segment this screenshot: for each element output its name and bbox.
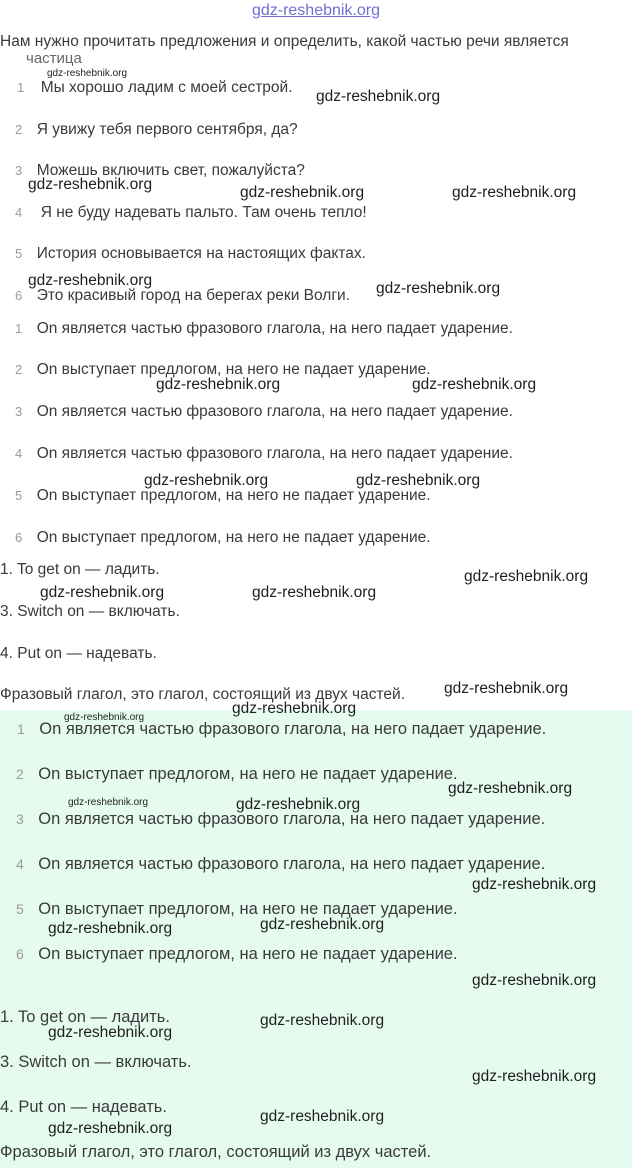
watermark: gdz-reshebnik.org: [444, 680, 569, 697]
item-number: 2: [15, 122, 23, 137]
item-number: 6: [15, 288, 23, 303]
watermark: gdz-reshebnik.org: [64, 712, 145, 723]
item-number: 1: [17, 80, 25, 95]
intro-cut-line: частица: [26, 50, 82, 67]
item-number: 5: [15, 246, 23, 261]
sentence-text: Можешь включить свет, пожалуйста?: [36, 162, 305, 179]
item-number: 5: [15, 488, 23, 503]
item-number: 4: [15, 205, 23, 220]
watermark: gdz-reshebnik.org: [68, 797, 149, 808]
watermark: gdz-reshebnik.org: [356, 472, 481, 489]
watermark: gdz-reshebnik.org: [40, 584, 165, 601]
watermark: gdz-reshebnik.org: [28, 176, 153, 193]
phrasal-line: 3. Switch on — включать.: [0, 603, 180, 620]
phrasal-line: 4. Put on — надевать.: [0, 1098, 167, 1116]
sentence-item: [15, 204, 367, 222]
watermark: gdz-reshebnik.org: [464, 568, 589, 585]
watermark: gdz-reshebnik.org: [472, 1068, 597, 1085]
sentence-item: [17, 79, 293, 97]
answer-text: On выступает предлогом, на него не падает ударение.: [36, 487, 431, 504]
answer-text: On выступает предлогом, на него не падает ударение.: [38, 765, 458, 783]
item-number: 1: [17, 721, 25, 737]
watermark: gdz-reshebnik.org: [232, 700, 357, 717]
watermark: gdz-reshebnik.org: [48, 920, 173, 937]
phrasal-line: 4. Put on — надевать.: [0, 645, 157, 662]
definition-text: Фразовый глагол, это глагол, состоящий из двух частей.: [0, 1143, 432, 1161]
watermark: gdz-reshebnik.org: [376, 280, 501, 297]
watermark: gdz-reshebnik.org: [240, 184, 365, 201]
site-link[interactable]: gdz-reshebnik.org: [251, 2, 381, 19]
answer-text: On является частью фразового глагола, на него падает ударение.: [38, 810, 546, 828]
answer-text: On выступает предлогом, на него не падает ударение.: [36, 529, 431, 546]
watermark: gdz-reshebnik.org: [28, 272, 153, 289]
answer-item: [15, 403, 513, 421]
definition-text: Фразовый глагол, это глагол, состоящий из двух частей.: [0, 686, 405, 703]
watermark: gdz-reshebnik.org: [48, 1024, 173, 1041]
watermark: gdz-reshebnik.org: [252, 584, 377, 601]
item-number: 4: [16, 856, 24, 872]
answer-text: On является частью фразового глагола, на него падает ударение.: [39, 720, 547, 738]
answer-item: [15, 445, 513, 463]
sentence-text: Я увижу тебя первого сентября, да?: [36, 121, 298, 138]
item-number: 4: [15, 446, 23, 461]
answer-item: [16, 945, 458, 964]
answer-text: On выступает предлогом, на него не падает ударение.: [38, 900, 458, 918]
phrasal-line: 3. Switch on — включать.: [0, 1053, 192, 1071]
intro-text: Нам нужно прочитать предложения и определить, какой частью речи является: [0, 33, 569, 50]
answer-item: [16, 900, 458, 919]
answer-text: On является частью фразового глагола, на него падает ударение.: [36, 320, 513, 337]
answer-text: On является частью фразового глагола, на него падает ударение.: [36, 445, 513, 462]
watermark: gdz-reshebnik.org: [448, 780, 573, 797]
watermark: gdz-reshebnik.org: [260, 1012, 385, 1029]
item-number: 2: [16, 766, 24, 782]
watermark: gdz-reshebnik.org: [144, 472, 269, 489]
watermark: gdz-reshebnik.org: [156, 376, 281, 393]
item-number: 6: [16, 946, 24, 962]
watermark: gdz-reshebnik.org: [236, 796, 361, 813]
answer-item: [15, 529, 431, 547]
item-number: 2: [15, 362, 23, 377]
sentence-text: Это красивый город на берегах реки Волги.: [36, 287, 350, 304]
phrasal-line: 1. To get on — ладить.: [0, 1008, 170, 1026]
item-number: 1: [15, 321, 23, 336]
answer-text: On является частью фразового глагола, на него падает ударение.: [38, 855, 546, 873]
item-number: 6: [15, 530, 23, 545]
watermark: gdz-reshebnik.org: [452, 184, 577, 201]
item-number: 3: [16, 811, 24, 827]
watermark: gdz-reshebnik.org: [260, 1108, 385, 1125]
answer-text: On является частью фразового глагола, на него падает ударение.: [36, 403, 513, 420]
watermark: gdz-reshebnik.org: [48, 1120, 173, 1137]
watermark: gdz-reshebnik.org: [472, 876, 597, 893]
watermark: gdz-reshebnik.org: [260, 916, 385, 933]
answer-item: [15, 320, 513, 338]
watermark: gdz-reshebnik.org: [47, 68, 128, 79]
watermark: gdz-reshebnik.org: [472, 972, 597, 989]
answer-text: On выступает предлогом, на него не падает ударение.: [36, 361, 431, 378]
answer-text: On выступает предлогом, на него не падает ударение.: [38, 945, 458, 963]
item-number: 3: [15, 163, 23, 178]
sentence-text: История основывается на настоящих фактах.: [36, 245, 366, 262]
phrasal-line: 1. To get on — ладить.: [0, 561, 160, 578]
watermark: gdz-reshebnik.org: [316, 88, 441, 105]
item-number: 3: [15, 404, 23, 419]
sentence-item: [15, 245, 366, 263]
sentence-item: [15, 121, 298, 139]
answer-item: [16, 855, 545, 874]
sentence-text: Мы хорошо ладим с моей сестрой.: [40, 79, 293, 96]
sentence-text: Я не буду надевать пальто. Там очень тепло!: [40, 204, 367, 221]
answer-item: [16, 765, 458, 784]
watermark: gdz-reshebnik.org: [412, 376, 537, 393]
item-number: 5: [16, 901, 24, 917]
